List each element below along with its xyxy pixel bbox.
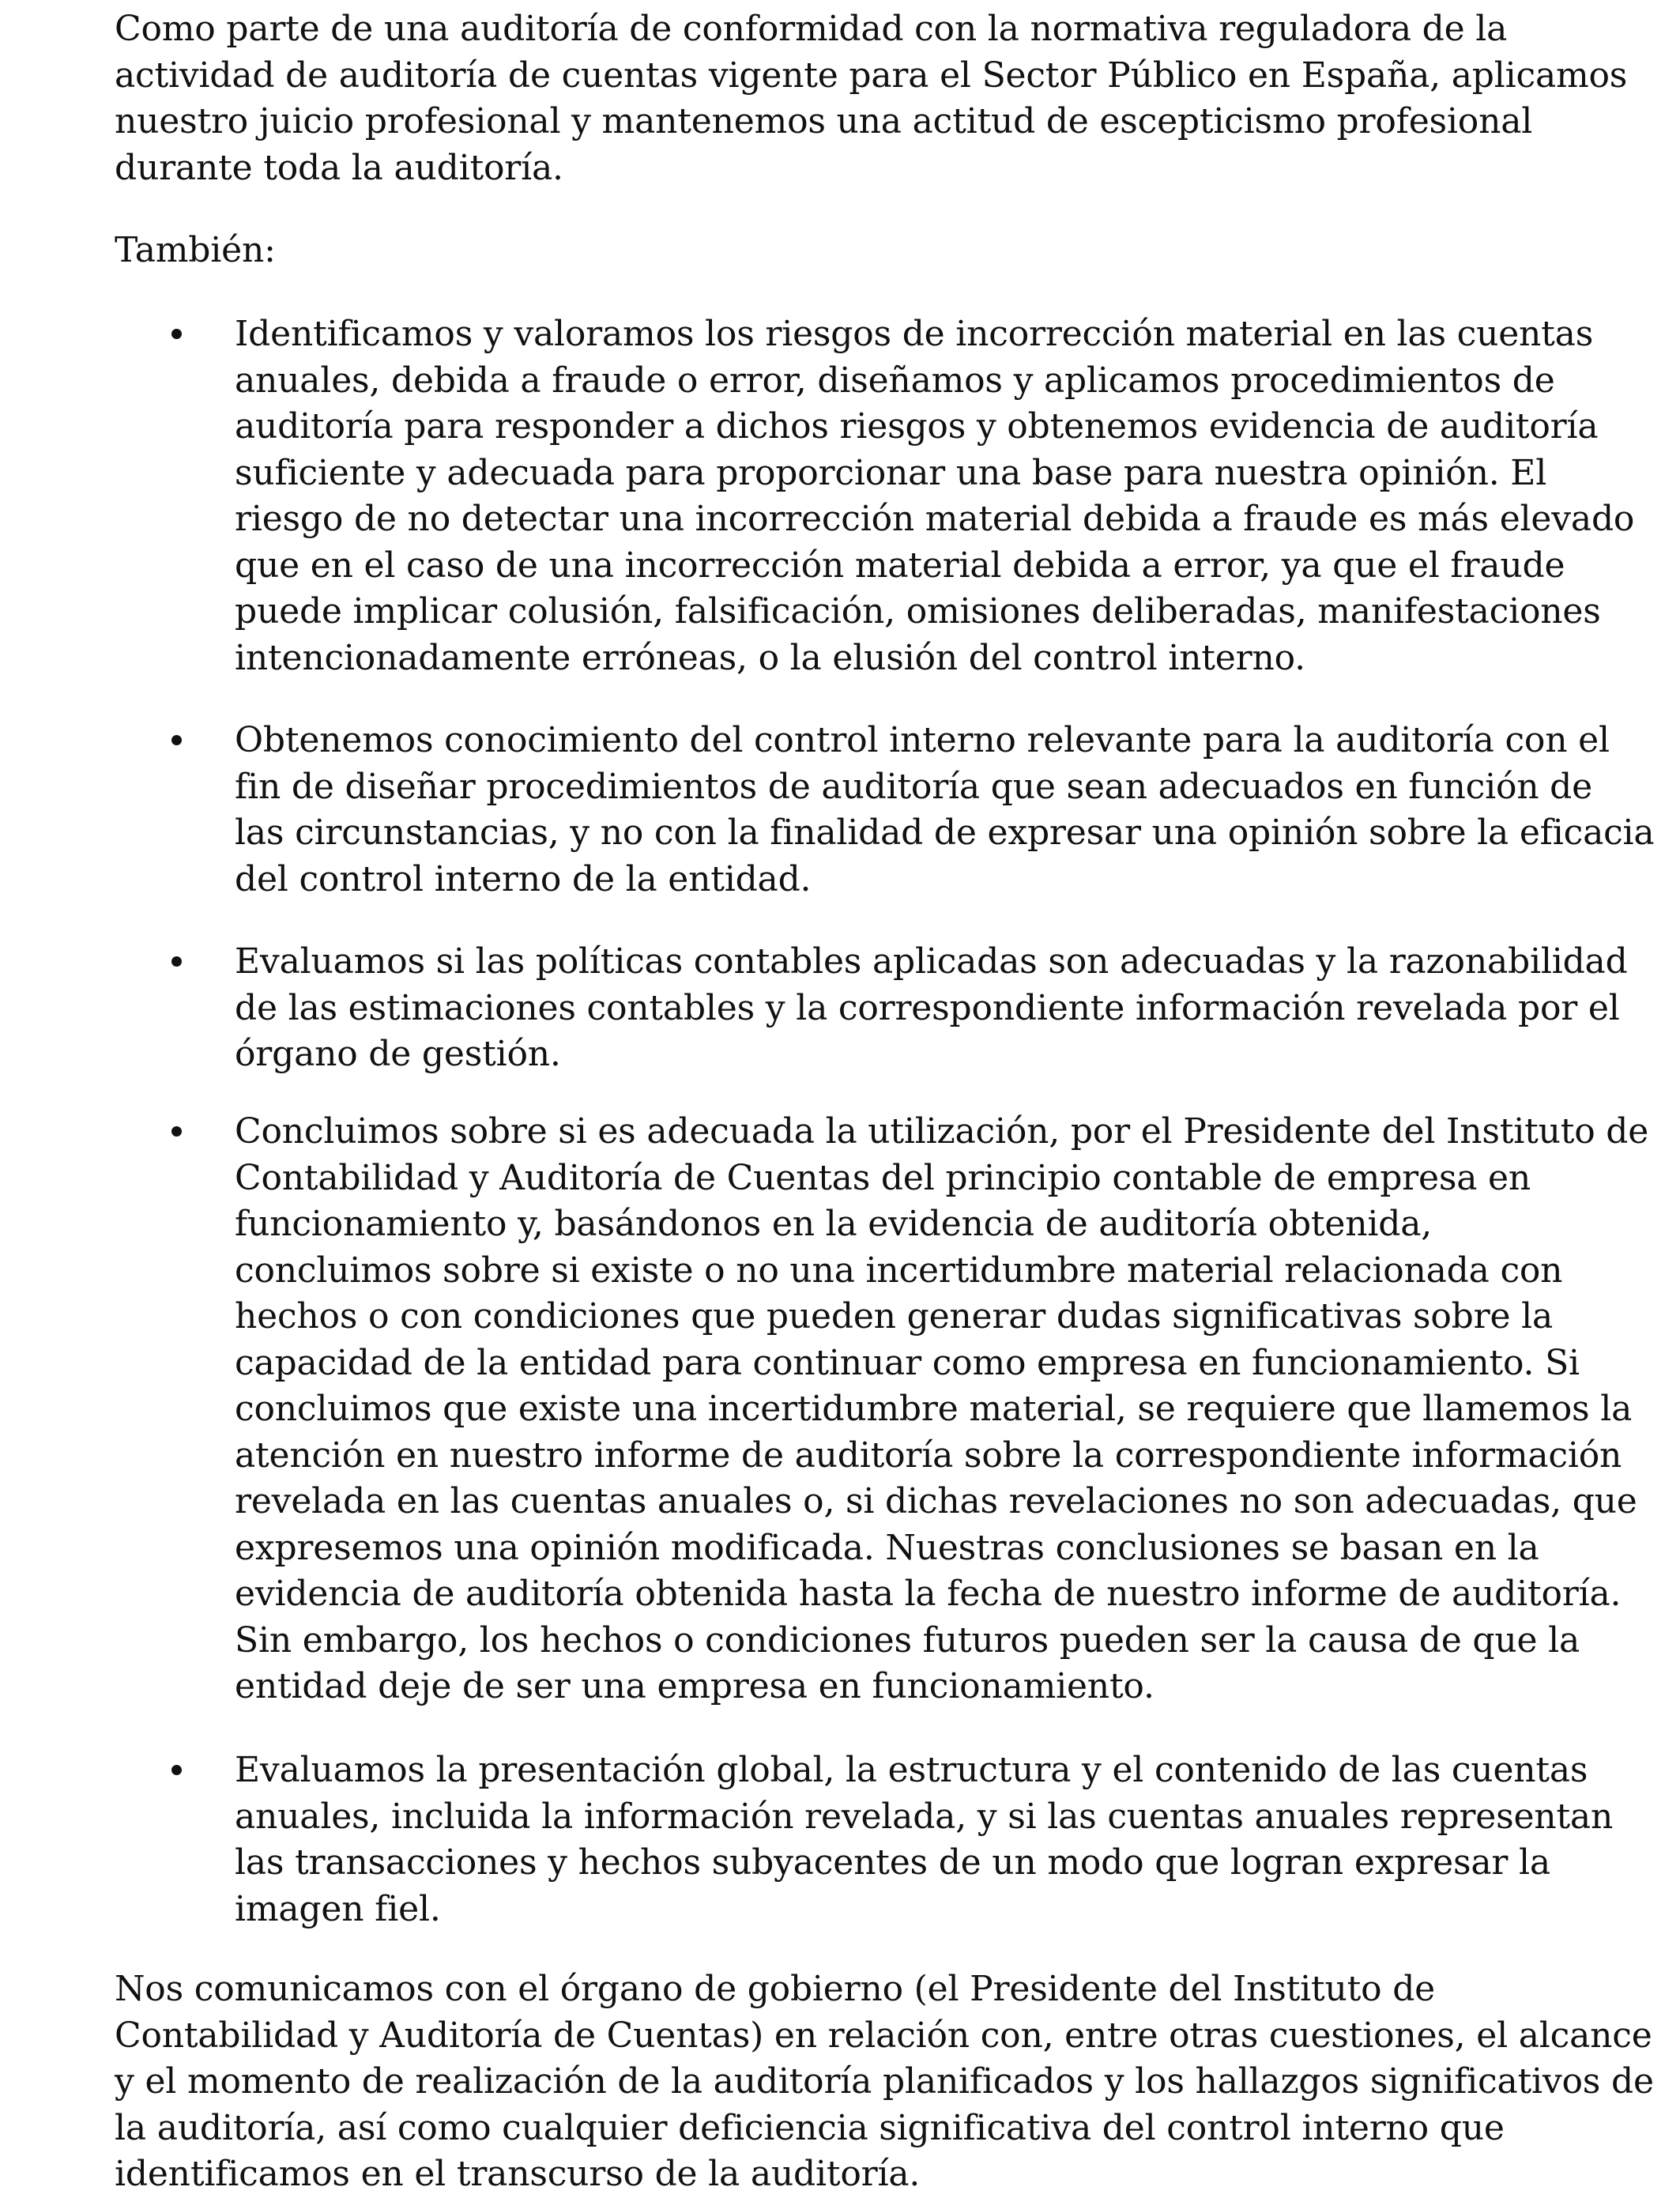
- intro-line: actividad de auditoría de cuentas vigente para el Sector Público en España, aplicamos: [115, 55, 1628, 96]
- intro-paragraph: [115, 6, 1628, 191]
- bullet-dot-icon: [171, 735, 182, 745]
- closing-paragraph: [115, 1966, 1654, 2198]
- tambien-label: También:: [115, 230, 276, 270]
- bullet-dot-icon: [171, 1126, 182, 1137]
- bullet-text: Evaluamos si las políticas contables aplicadas son adecuadas y la razonabilidad de las estimaciones contables y la correspondiente información revelada por el órgano de gestión.: [235, 941, 1628, 1074]
- bullet-text: Obtenemos conocimiento del control interno relevante para la auditoría con el fin de diseñar procedimientos de auditoría que sean adecuados en función de las circunstancias, y no con la finalidad de expresar una opinión sobre la eficacia del control interno de la entidad.: [235, 720, 1655, 899]
- intro-line: nuestro juicio profesional y mantenemos una actitud de escepticismo profesional: [115, 101, 1533, 141]
- bullet-text: Identificamos y valoramos los riesgos de incorrección material en las cuentas anuales, debida a fraude o error, diseñamos y aplicamos procedimientos de auditoría para responder a dichos riesgos y obtenemos evidencia de auditoría suficiente y adecuada para proporcionar una base para nuestra opinión. El riesgo de no detectar una incorrección material debida a fraude es más elevado que en el caso de una incorrección material debida a error, ya que el fraude puede implicar colusión, falsificación, omisiones deliberadas, manifestaciones intencionadamente erróneas, o la elusión del control interno.: [235, 314, 1635, 678]
- closing-line: Nos comunicamos con el órgano de gobierno (el Presidente del Instituto de: [115, 1969, 1436, 2009]
- closing-line: la auditoría, así como cualquier deficiencia significativa del control interno que: [115, 2107, 1505, 2148]
- bullet-dot-icon: [171, 956, 182, 967]
- closing-line: identificamos en el transcurso de la auditoría.: [115, 2154, 921, 2194]
- bullet-dot-icon: [171, 1765, 182, 1775]
- bullet-dot-icon: [171, 329, 182, 339]
- intro-line: Como parte de una auditoría de conformidad con la normativa reguladora de la: [115, 9, 1508, 49]
- closing-line: y el momento de realización de la auditoría planificados y los hallazgos significativos de: [115, 2061, 1654, 2102]
- closing-line: Contabilidad y Auditoría de Cuentas) en relación con, entre otras cuestiones, el alcance: [115, 2015, 1652, 2056]
- intro-line: durante toda la auditoría.: [115, 147, 563, 188]
- bullet-text: Concluimos sobre si es adecuada la utilización, por el Presidente del Instituto de Contabilidad y Auditoría de Cuentas del principio contable de empresa en funcionamiento y, basándonos en la evidencia de auditoría obtenida, concluimos sobre si existe o no una incertidumbre material relacionada con hechos o con condiciones que pueden generar dudas significativas sobre la capacidad de la entidad para continuar como empresa en funcionamiento. Si concluimos que existe una incertidumbre material, se requiere que llamemos la atención en nuestro informe de auditoría sobre la correspondiente información revelada en las cuentas anuales o, si dichas revelaciones no son adecuadas, que expresemos una opinión modificada. Nuestras conclusiones se basan en la evidencia de auditoría obtenida hasta la fecha de nuestro informe de auditoría. Sin embargo, los hechos o condiciones futuros pueden ser la causa de que la entidad deje de ser una empresa en funcionamiento.: [235, 1111, 1649, 1706]
- bullet-text: Evaluamos la presentación global, la estructura y el contenido de las cuentas anuales, incluida la información revelada, y si las cuentas anuales representan las transacciones y hechos subyacentes de un modo que logran expresar la imagen fiel.: [235, 1750, 1614, 1929]
